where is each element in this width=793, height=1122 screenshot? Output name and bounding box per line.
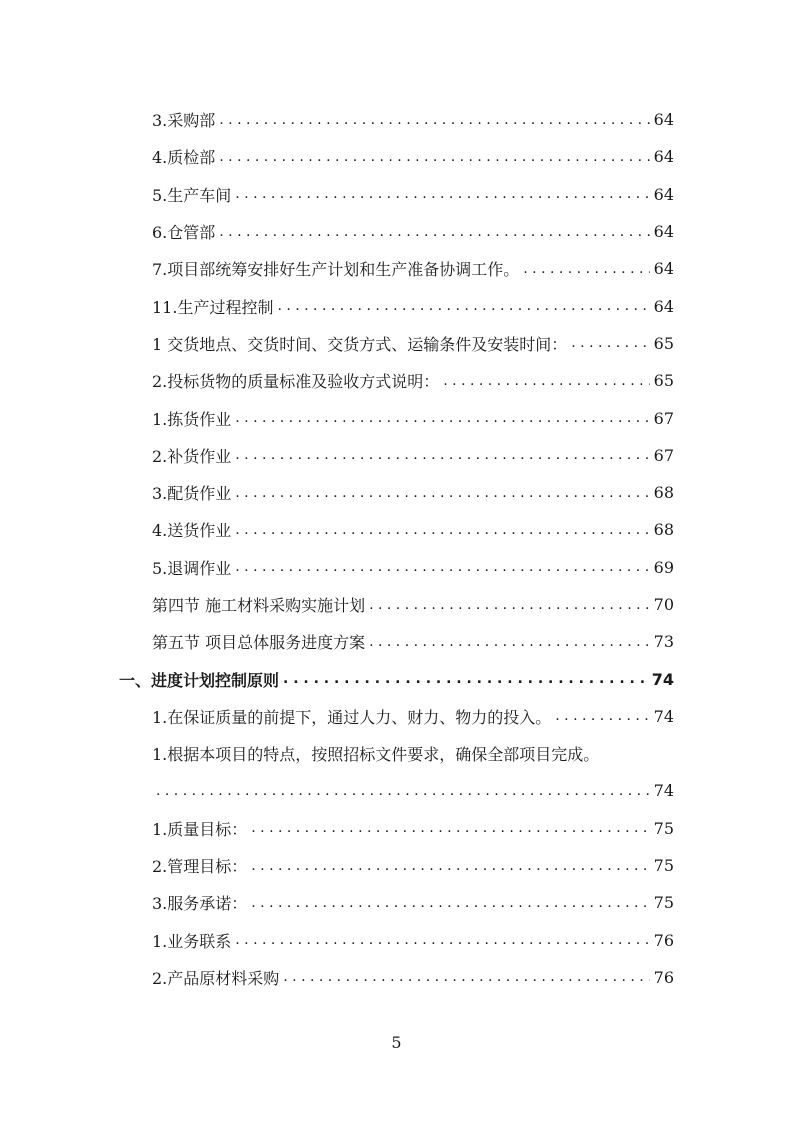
toc-entry-page-number: 64 — [653, 147, 674, 167]
toc-entry-title: 3.服务承诺： — [152, 894, 248, 914]
toc-entry[interactable] — [0, 437, 793, 474]
toc-entry-title: 第四节 施工材料采购实施计划 — [152, 596, 366, 615]
toc-dot-leader — [235, 559, 649, 575]
toc-entry-title: 1.根据本项目的特点，按照招标文件要求，确保全部项目完成。 — [152, 745, 600, 765]
toc-dot-leader — [283, 969, 649, 985]
toc-entry-page-number: 64 — [653, 110, 674, 130]
toc-entry[interactable] — [0, 474, 793, 511]
toc-entry[interactable] — [0, 511, 793, 548]
toc-entry[interactable] — [0, 959, 793, 996]
toc-entry-page-number: 64 — [653, 222, 674, 242]
toc-entry-title: 1.质量目标： — [152, 819, 248, 839]
toc-entry-title: 1.业务联系 — [152, 931, 232, 951]
toc-dot-leader — [571, 335, 649, 351]
toc-entry-page-number: 75 — [653, 893, 674, 913]
toc-entry[interactable] — [0, 698, 793, 735]
toc-entry[interactable] — [0, 101, 793, 138]
toc-dot-leader — [235, 410, 649, 426]
toc-entry-page-number: 75 — [653, 856, 674, 876]
toc-entry-title: 6.仓管部 — [152, 223, 216, 243]
toc-entry[interactable] — [0, 549, 793, 586]
toc-entry-title: 3.采购部 — [152, 111, 216, 131]
table-of-contents — [0, 101, 793, 996]
toc-entry-page-number: 73 — [653, 632, 674, 652]
toc-entry-page-number: 69 — [653, 557, 674, 577]
toc-entry-page-number: 76 — [653, 930, 674, 950]
toc-dot-leader — [219, 149, 649, 165]
toc-entry[interactable] — [0, 586, 793, 623]
toc-entry-page-number: 70 — [653, 595, 674, 614]
toc-entry-page-number: 67 — [653, 445, 674, 465]
toc-entry-title: 一、进度计划控制原则 — [119, 670, 280, 690]
toc-dot-leader — [219, 112, 649, 128]
toc-entry[interactable] — [0, 362, 793, 399]
toc-dot-leader — [235, 522, 649, 538]
toc-dot-leader — [235, 485, 649, 501]
toc-entry[interactable] — [0, 847, 793, 884]
toc-dot-leader — [235, 447, 649, 463]
toc-entry-title: 5.退调作业 — [152, 558, 232, 578]
toc-entry-page-number: 65 — [653, 371, 674, 391]
toc-dot-leader — [555, 708, 649, 724]
toc-dot-leader — [219, 224, 649, 240]
toc-entry-page-number: 67 — [653, 408, 674, 428]
toc-entry[interactable] — [0, 399, 793, 436]
toc-entry-page-number: 68 — [653, 520, 674, 540]
toc-heading-entry[interactable] — [0, 660, 793, 697]
toc-entry-title: 2.产品原材料采购 — [152, 968, 280, 988]
toc-dot-leader — [443, 373, 649, 389]
toc-entry[interactable] — [0, 772, 793, 809]
toc-entry-page-number: 65 — [653, 333, 674, 353]
toc-entry-title: 7.项目部统筹安排好生产计划和生产准备协调工作。 — [152, 260, 520, 280]
toc-entry-title: 2.管理目标： — [152, 857, 248, 877]
toc-dot-leader — [369, 597, 650, 613]
toc-entry-title: 3.配货作业 — [152, 484, 232, 504]
toc-entry-title: 2.投标货物的质量标准及验收方式说明： — [152, 372, 440, 392]
toc-entry-title: 1.拣货作业 — [152, 409, 232, 429]
toc-entry-page-number: 64 — [653, 184, 674, 204]
toc-dot-leader — [235, 186, 649, 202]
toc-entry[interactable] — [0, 287, 793, 324]
toc-entry-page-number: 68 — [653, 483, 674, 503]
toc-entry[interactable] — [0, 250, 793, 287]
toc-entry[interactable] — [0, 884, 793, 921]
toc-entry-page-number: 64 — [653, 296, 674, 316]
toc-dot-leader — [283, 671, 648, 687]
toc-dot-leader — [251, 895, 649, 911]
toc-entry[interactable] — [0, 623, 793, 660]
toc-dot-leader — [235, 932, 649, 948]
toc-entry-title: 4.送货作业 — [152, 521, 232, 541]
toc-dot-leader — [523, 261, 649, 277]
toc-entry-title: 11.生产过程控制 — [152, 297, 274, 317]
toc-entry[interactable] — [0, 922, 793, 959]
toc-entry-page-number: 74 — [651, 669, 674, 689]
toc-entry[interactable] — [0, 810, 793, 847]
toc-entry-page-number: 64 — [653, 259, 674, 279]
toc-entry[interactable] — [0, 325, 793, 362]
toc-dot-leader — [277, 298, 649, 314]
toc-entry[interactable] — [0, 213, 793, 250]
toc-entry-title: 第五节 项目总体服务进度方案 — [152, 633, 366, 653]
toc-dot-leader — [156, 783, 650, 799]
toc-entry-title: 1.在保证质量的前提下，通过人力、财力、物力的投入。 — [152, 707, 552, 727]
toc-entry-page-number: 76 — [653, 967, 674, 987]
toc-entry-title: 2.补货作业 — [152, 446, 232, 466]
page-number: 5 — [391, 1033, 402, 1052]
toc-entry-title: 1 交货地点、交货时间、交货方式、运输条件及安装时间： — [152, 334, 568, 354]
toc-entry-title: 5.生产车间 — [152, 185, 232, 205]
toc-entry[interactable] — [0, 138, 793, 175]
toc-entry-page-number: 75 — [653, 818, 674, 838]
toc-entry[interactable] — [0, 176, 793, 213]
toc-entry-page-number: 74 — [653, 781, 674, 801]
toc-entry-page-number: 74 — [653, 706, 674, 726]
toc-dot-leader — [251, 820, 649, 836]
toc-entry-title: 4.质检部 — [152, 148, 216, 168]
toc-dot-leader — [251, 858, 649, 874]
toc-dot-leader — [369, 634, 650, 650]
toc-entry[interactable] — [0, 735, 793, 772]
